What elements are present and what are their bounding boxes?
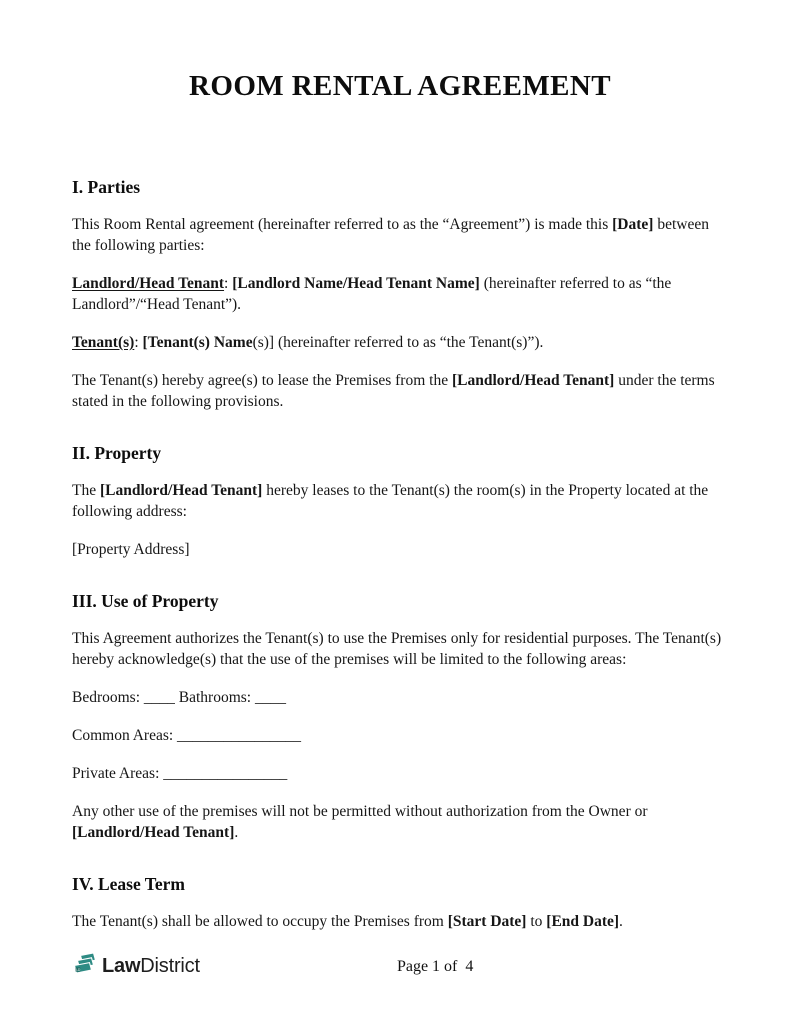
paragraph-lease-intro: The Tenant(s) hereby agree(s) to lease the Premises from the [Landlord/Head Tenant] under the terms stated in the following provisions. [72,372,715,410]
section-heading-property: II. Property [72,443,162,463]
section-heading-use-of-property: III. Use of Property [72,591,219,611]
section-use-of-property [72,591,728,843]
section-heading-parties: I. Parties [72,177,141,197]
paragraph-agreement-date: This Room Rental agreement (hereinafter referred to as the “Agreement”) is made this [Date] between the following parties: [72,216,709,254]
lawdistrict-logo-icon [72,952,98,979]
section-heading-lease-term: IV. Lease Term [72,874,185,894]
lawdistrict-logo-text [102,953,200,979]
paragraph-bedrooms-bathrooms: Bedrooms: ____ Bathrooms: ____ [72,689,286,706]
paragraph-use-intro: This Agreement authorizes the Tenant(s) to use the Premises only for residential purposes. The Tenant(s) hereby acknowledge(s) that the use of the premises will be limited to the following areas: [72,630,722,668]
paragraph-lease-term: The Tenant(s) shall be allowed to occupy the Premises from [Start Date] to [End Date]. [72,913,623,930]
document-footer [72,948,728,984]
logo-text-law: Law [102,954,141,977]
paragraph-tenants: Tenant(s): [Tenant(s) Name(s)] (hereinafter referred to as “the Tenant(s)”). [72,334,544,351]
svg-text:LD: LD [76,967,81,972]
section-property [72,443,728,560]
logo-text-district: District [140,954,200,977]
section-parties [72,177,728,412]
paragraph-other-use: Any other use of the premises will not be permitted without authorization from the Owner or [Landlord/Head Tenant]. [72,803,648,841]
paragraph-landlord: Landlord/Head Tenant: [Landlord Name/Head Tenant Name] (hereinafter referred to as “the Landlord”/“Head Tenant”). [72,275,672,313]
paragraph-property-address: [Property Address] [72,541,190,558]
lawdistrict-logo [72,952,200,979]
paragraph-private-areas: Private Areas: ________________ [72,765,288,782]
page-number: Page 1 of 4 [396,958,474,975]
paragraph-property-lease: The [Landlord/Head Tenant] hereby leases to the Tenant(s) the room(s) in the Property located at the following address: [72,482,709,520]
paragraph-common-areas: Common Areas: ________________ [72,727,302,744]
section-lease-term [72,874,728,932]
document-title: ROOM RENTAL AGREEMENT [189,70,611,102]
